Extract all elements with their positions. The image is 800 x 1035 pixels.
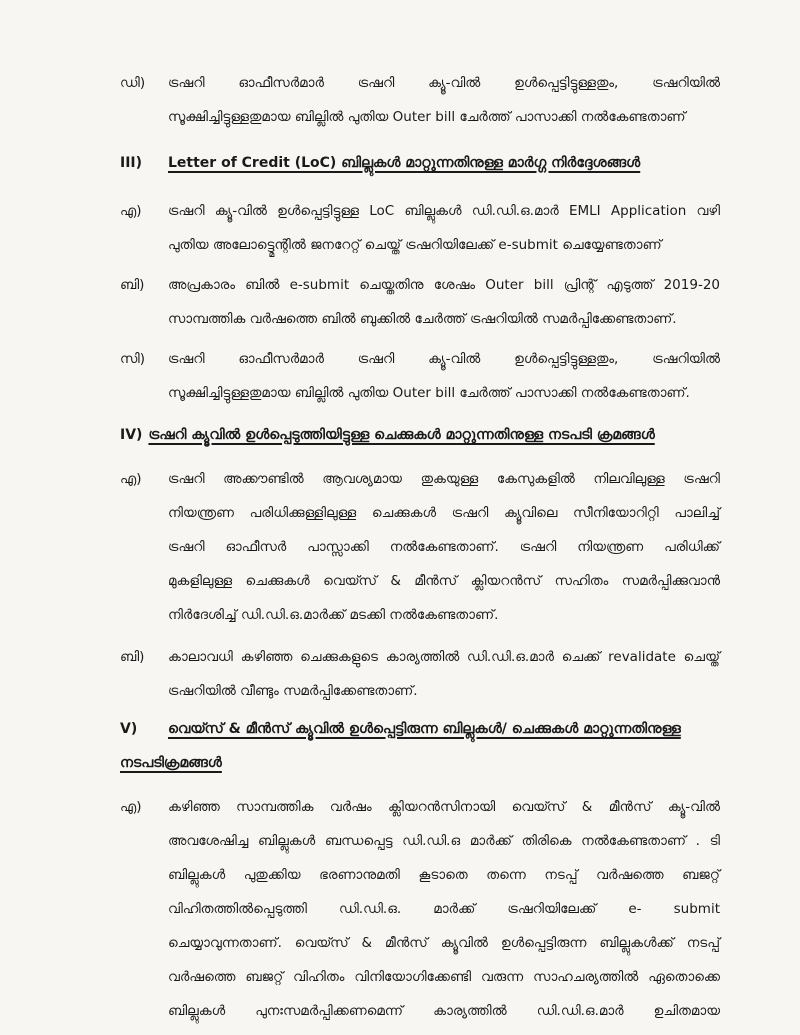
paragraph-line: അവശേഷിച്ച ബില്ലുകൾ ബന്ധപ്പെട്ട ഡി.ഡി.ഒ മാർക്ക് തിരികെ നൽകേണ്ടതാണ് . ടി — [168, 833, 720, 849]
section-title: വെയ്സ് & മീൻസ് ക്യൂവിൽ ഉൾപ്പെട്ടിരുന്ന ബില്ലുകൾ/ ചെക്കുകൾ മാറ്റുന്നതിനുള്ള — [168, 721, 681, 737]
item-ii-d — [120, 66, 720, 134]
section-v-heading — [120, 712, 740, 780]
paragraph-line: ട്രഷറിയിൽ വീണ്ടും സമർപ്പിക്കേണ്ടതാണ്. — [168, 683, 418, 699]
paragraph-line: വിഹിതത്തിൽപ്പെടുത്തി ഡി.ഡി.ഒ. മാർക്ക് ട്രഷറിയിലേക്ക് e- submit — [168, 901, 720, 917]
paragraph-line: ട്രഷറി അക്കൗണ്ടിൽ ആവശ്യമായ തുകയുള്ള കേസുകളിൽ നിലവിലുള്ള ട്രഷറി — [168, 471, 720, 487]
item-marker: എ) — [120, 799, 142, 815]
paragraph-line: നിയന്ത്രണ പരിധിക്കുള്ളിലുള്ള ചെക്കുകൾ ട്രഷറി ക്യൂവിലെ സീനിയോറിറ്റി പാലിച്ച് — [168, 505, 720, 521]
paragraph-line: അപ്രകാരം ബിൽ e-submit ചെയ്തതിനു ശേഷം Outer bill പ്രിന്റ് എടുത്ത് 2019-20 — [168, 277, 720, 293]
paragraph-line: സാമ്പത്തിക വർഷത്തെ ബിൽ ബുക്കിൽ ചേർത്ത് ട്രഷറിയിൽ സമർപ്പിക്കേണ്ടതാണ്. — [168, 311, 677, 327]
paragraph-line: പുതിയ അലോട്ട്മെന്റിൽ ജനറേറ്റ് ചെയ്ത് ട്രഷറിയിലേക്ക് e-submit ചെയ്യേണ്ടതാണ് — [168, 237, 662, 253]
section-marker: III) — [120, 155, 143, 171]
section-title: Letter of Credit (LoC) ബില്ലുകൾ മാറ്റുന്നതിനുള്ള മാർഗ്ഗ നിർദ്ദേശങ്ങൾ — [168, 155, 641, 171]
item-marker: ഡി) — [120, 75, 146, 91]
paragraph-line: ട്രഷറി ക്യൂ-വിൽ ഉൾപ്പെട്ടിട്ടുള്ള LoC ബില്ലുകൾ ഡി.ഡി.ഒ.മാർ EMLI Application വഴി — [168, 203, 720, 219]
item-iv-a — [120, 462, 720, 632]
paragraph-line: ട്രഷറി ഓഫീസർ പാസ്സാക്കി നൽകേണ്ടതാണ്. ട്രഷറി നിയന്ത്രണ പരിധിക്ക് — [168, 539, 720, 555]
paragraph-line: കഴിഞ്ഞ സാമ്പത്തിക വർഷം ക്ലിയറൻസിനായി വെയ്സ് & മീൻസ് ക്യൂ-വിൽ — [168, 799, 720, 815]
paragraph-line: ചെയ്യാവുന്നതാണ്. വെയ്സ് & മീൻസ് ക്യൂവിൽ ഉൾപ്പെട്ടിരുന്ന ബില്ലുകൾക്ക് നടപ്പ് — [168, 935, 720, 951]
section-marker: IV) — [120, 427, 143, 443]
item-marker: എ) — [120, 471, 142, 487]
paragraph-line: ട്രഷറി ഓഫീസർമാർ ട്രഷറി ക്യൂ-വിൽ ഉൾപ്പെട്ടിട്ടുള്ളതും, ട്രഷറിയിൽ — [168, 75, 720, 91]
paragraph-line: സൂക്ഷിച്ചിട്ടുള്ളതുമായ ബില്ലിൽ പുതിയ Outer bill ചേർത്ത് പാസാക്കി നൽകേണ്ടതാണ്. — [168, 385, 690, 401]
paragraph-line: ബില്ലുകൾ പുനഃസമർപ്പിക്കണമെന്ന് കാര്യത്തിൽ ഡി.ഡി.ഒ.മാർ ഉചിതമായ — [168, 1003, 720, 1019]
paragraph-line: നിർദേശിച്ച് ഡി.ഡി.ഒ.മാർക്ക് മടക്കി നൽകേണ്ടതാണ്. — [168, 607, 499, 623]
paragraph-line: കാലാവധി കഴിഞ്ഞ ചെക്കുകളുടെ കാര്യത്തിൽ ഡി.ഡി.ഒ.മാർ ചെക്ക് revalidate ചെയ്ത് — [168, 649, 720, 665]
item-iv-b — [120, 640, 720, 708]
section-marker: V) — [120, 721, 138, 737]
item-marker: എ) — [120, 203, 142, 219]
item-marker: സി) — [120, 351, 145, 367]
item-marker: ബി) — [120, 277, 145, 293]
item-iii-c — [120, 342, 720, 410]
item-iii-a — [120, 194, 720, 262]
paragraph-line: വർഷത്തെ ബജറ്റ് വിഹിതം വിനിയോഗിക്കേണ്ടി വരുന്ന സാഹചര്യത്തിൽ ഏതൊക്കെ — [168, 969, 720, 985]
paragraph-line: സൂക്ഷിച്ചിട്ടുള്ളതുമായ ബില്ലിൽ പുതിയ Outer bill ചേർത്ത് പാസാക്കി നൽകേണ്ടതാണ് — [168, 109, 686, 125]
section-iii-heading — [120, 148, 740, 178]
section-title-continued: നടപടിക്രമങ്ങൾ — [120, 755, 222, 771]
section-title: ട്രഷറി ക്യൂവിൽ ഉൾപ്പെടുത്തിയിട്ടുള്ള ചെക്കുകൾ മാറ്റുന്നതിനുള്ള നടപടി ക്രമങ്ങൾ — [148, 427, 655, 443]
item-iii-b — [120, 268, 720, 336]
paragraph-line: മുകളിലുള്ള ചെക്കുകൾ വെയ്സ് & മീൻസ് ക്ലിയറൻസ് സഹിതം സമർപ്പിക്കുവാൻ — [168, 573, 720, 589]
paragraph-line: ബില്ലുകൾ പുതുക്കിയ ഭരണാനുമതി കൂടാതെ തന്നെ നടപ്പ് വർഷത്തെ ബജറ്റ് — [168, 867, 720, 883]
paragraph-line: ട്രഷറി ഓഫീസർമാർ ട്രഷറി ക്യൂ-വിൽ ഉൾപ്പെട്ടിട്ടുള്ളതും, ട്രഷറിയിൽ — [168, 351, 720, 367]
item-marker: ബി) — [120, 649, 145, 665]
item-v-a — [120, 790, 720, 1028]
section-iv-heading — [120, 420, 740, 450]
